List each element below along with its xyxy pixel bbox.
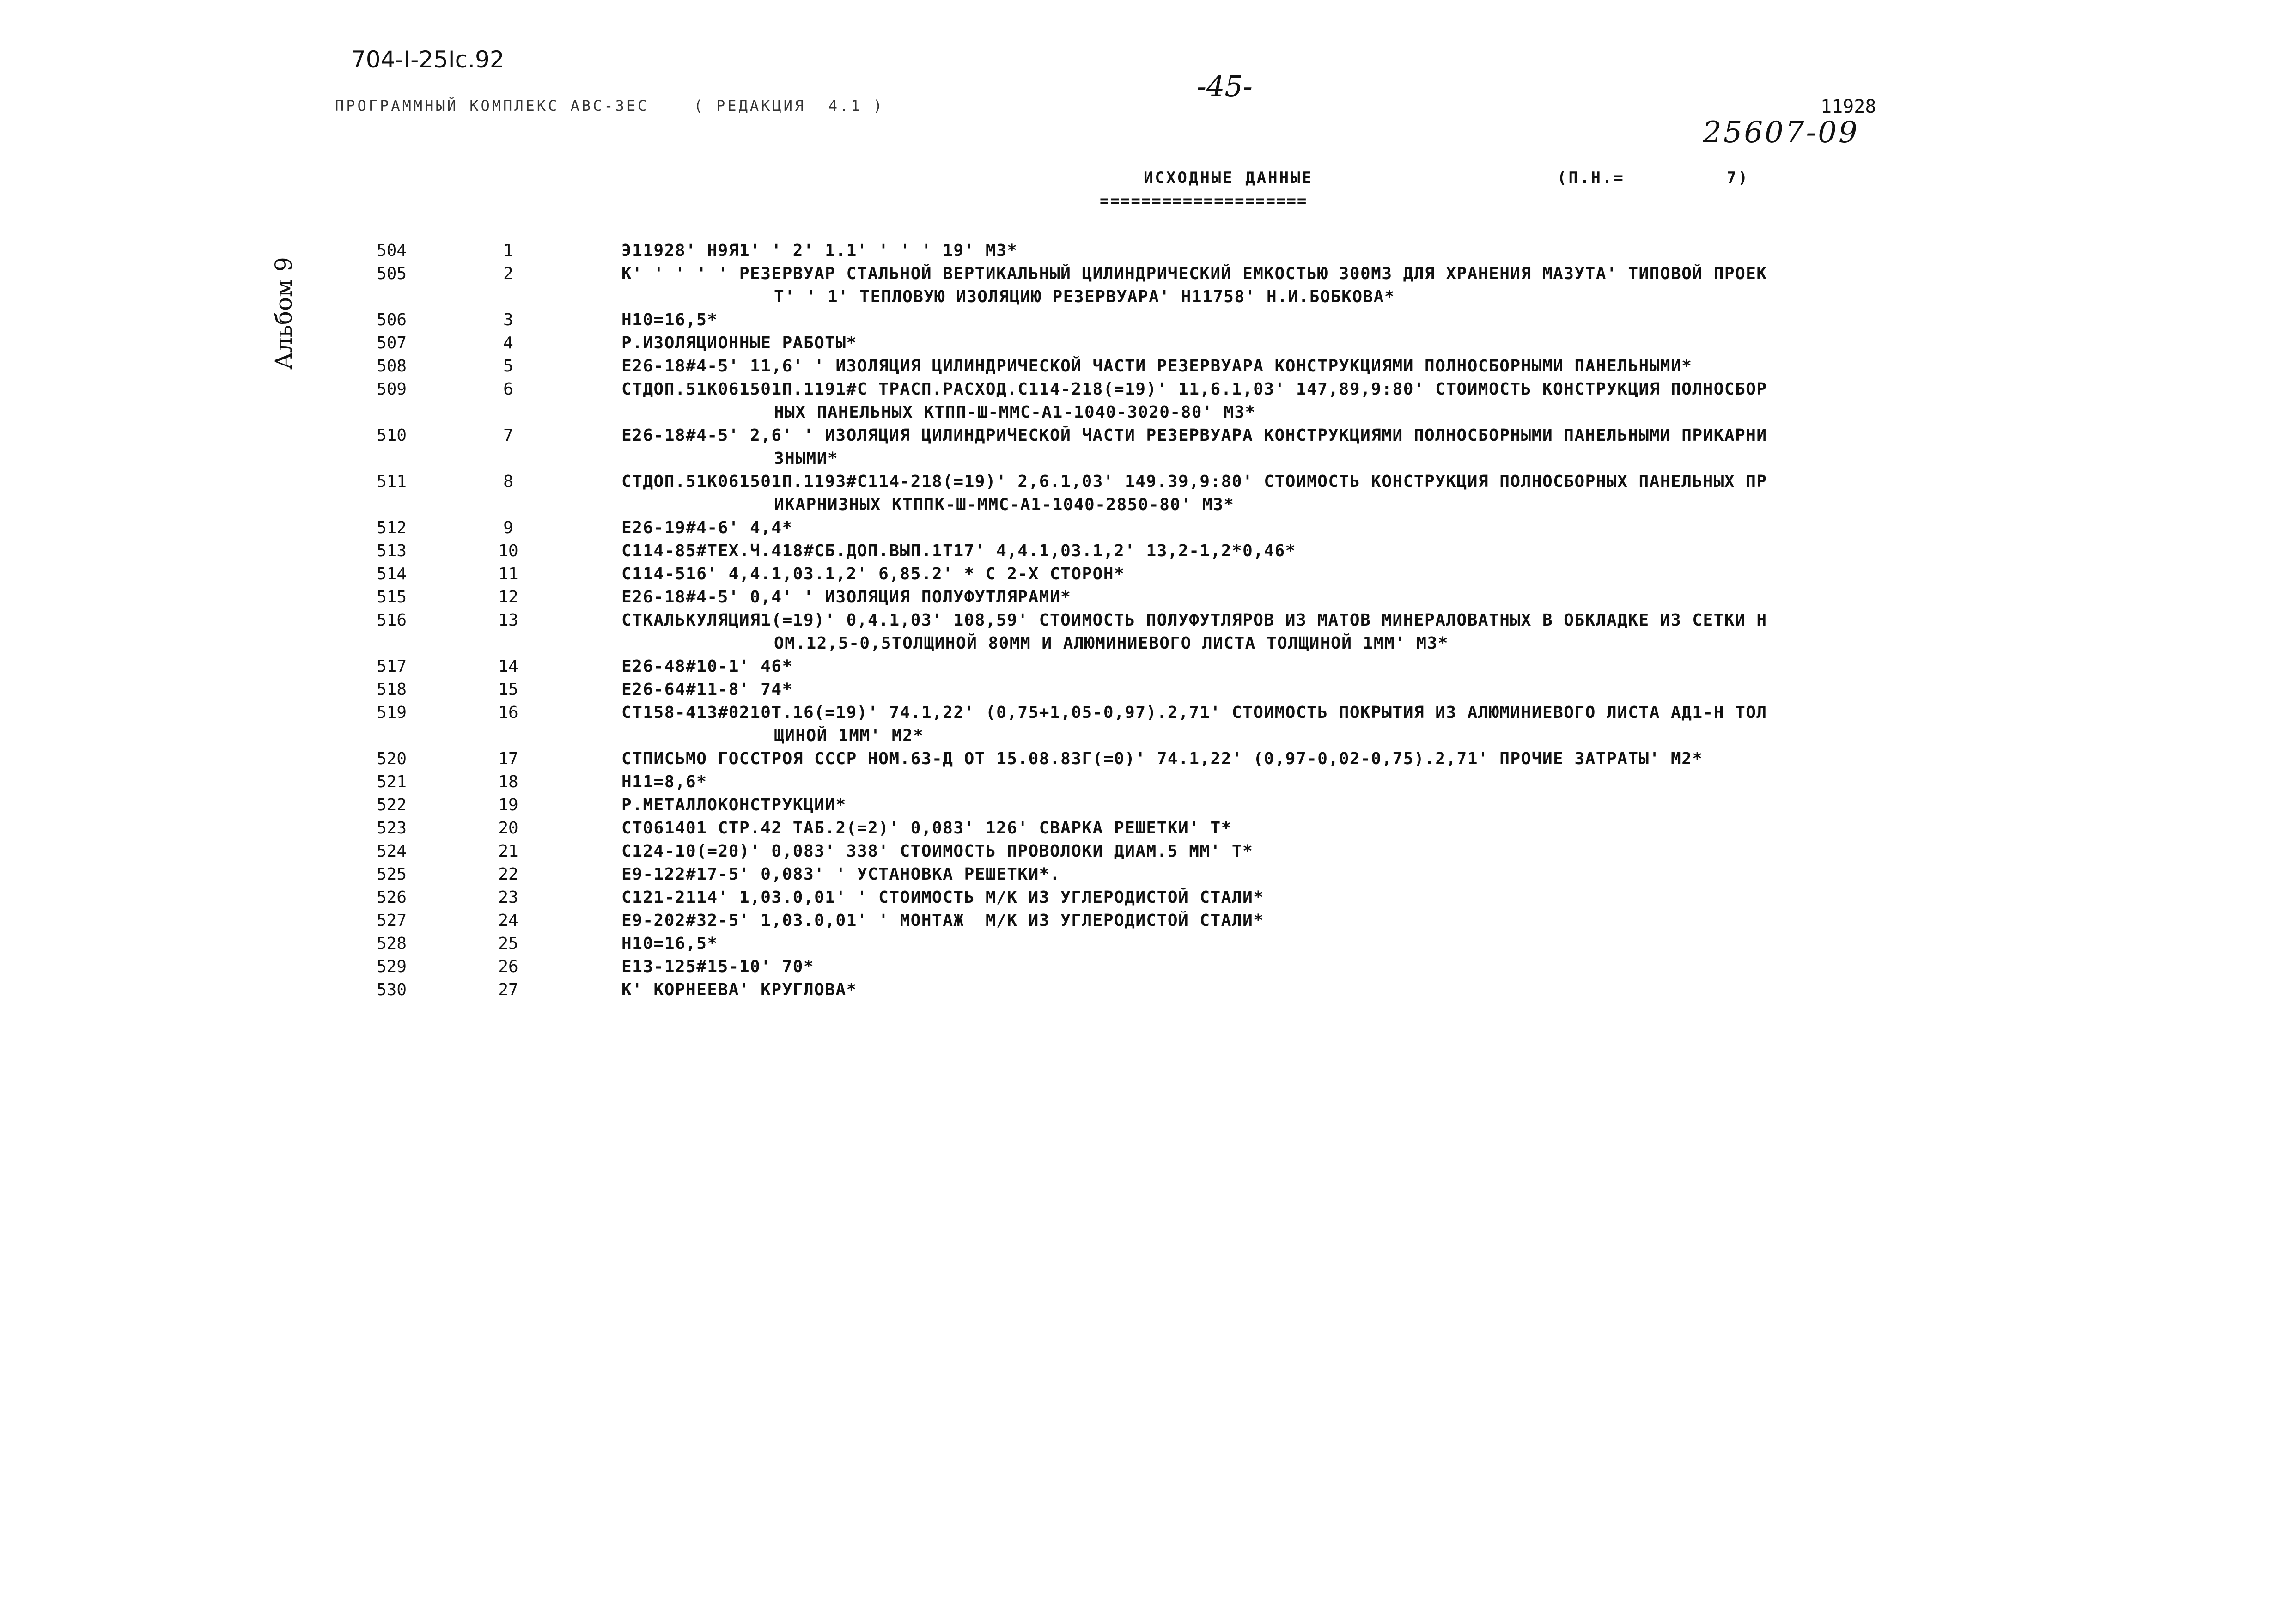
row-record-text [621, 748, 2100, 771]
data-row [0, 239, 2296, 262]
row-record-text [621, 886, 2100, 909]
row-line-number: 514 [377, 565, 407, 584]
row-record-text [621, 771, 2100, 794]
row-record-text [621, 540, 2100, 563]
row-text: Е13-125#15-10' 70* [621, 957, 815, 976]
data-row [0, 955, 2296, 979]
row-text: Р.МЕТАЛЛОКОНСТРУКЦИИ* [621, 796, 847, 815]
row-text-continuation: ЩИНОЙ 1ММ' М2* [774, 726, 924, 745]
row-line-number: 505 [377, 264, 407, 283]
row-line-number: 510 [377, 426, 407, 445]
row-text: СТПИСЬМО ГОССТРОЯ СССР НОМ.63-Д ОТ 15.08.83Г(=0)' 74.1,22' (0,97-0,02-0,75).2,71' ПРОЧИЕ ЗАТРАТЫ' М2* [621, 749, 1703, 768]
row-record-text [621, 424, 2100, 470]
row-sequence-number: 20 [498, 819, 518, 838]
row-record-text [621, 909, 2100, 932]
row-text: Е26-18#4-5' 0,4' ' ИЗОЛЯЦИЯ ПОЛУФУТЛЯРАМИ* [621, 588, 1072, 607]
row-line-number: 526 [377, 888, 407, 907]
data-row [0, 701, 2296, 748]
row-line-number: 522 [377, 796, 407, 815]
row-text-continuation: ИКАРНИЗНЫХ КТППК-Ш-ММС-А1-1040-2850-80' М3* [774, 495, 1235, 514]
document-number-small: 11928 [1821, 96, 1876, 117]
row-line-number: 516 [377, 611, 407, 630]
parameter-label: (П.Н.= 7) [1557, 169, 1749, 187]
document-number-handwritten: 25607-09 [1703, 116, 1859, 150]
row-sequence-number: 2 [503, 264, 513, 283]
row-sequence-number: 17 [498, 749, 518, 768]
row-text: Е26-48#10-1' 46* [621, 657, 793, 676]
row-text-continuation: ЗНЫМИ* [774, 449, 839, 468]
data-row [0, 748, 2296, 771]
row-text: СТДОП.51К061501П.1193#С114-218(=19)' 2,6.1,03' 149.39,9:80' СТОИМОСТЬ КОНСТРУКЦИЯ ПОЛНОСБОРНЫХ ПАНЕЛЬНЫХ ПР [621, 472, 1767, 491]
row-sequence-number: 27 [498, 980, 518, 999]
row-text: Н10=16,5* [621, 310, 718, 329]
row-text-continuation: ОМ.12,5-0,5ТОЛЩИНОЙ 80ММ И АЛЮМИНИЕВОГО ЛИСТА ТОЛЩИНОЙ 1ММ' М3* [774, 634, 1449, 653]
row-sequence-number: 10 [498, 541, 518, 560]
data-row [0, 332, 2296, 355]
data-row [0, 262, 2296, 309]
row-record-text [621, 378, 2100, 424]
row-line-number: 517 [377, 657, 407, 676]
heading-underline: ==================== [1100, 192, 1308, 210]
row-record-text [621, 701, 2100, 748]
row-sequence-number: 6 [503, 380, 513, 399]
row-line-number: 518 [377, 680, 407, 699]
row-text: Е9-202#32-5' 1,03.0,01' ' МОНТАЖ М/К ИЗ УГЛЕРОДИСТОЙ СТАЛИ* [621, 911, 1264, 930]
row-record-text [621, 678, 2100, 701]
row-line-number: 529 [377, 957, 407, 976]
row-sequence-number: 11 [498, 565, 518, 584]
row-line-number: 507 [377, 334, 407, 353]
data-row [0, 886, 2296, 909]
data-row [0, 979, 2296, 1002]
row-sequence-number: 15 [498, 680, 518, 699]
data-row [0, 309, 2296, 332]
data-row [0, 563, 2296, 586]
row-line-number: 504 [377, 241, 407, 260]
row-sequence-number: 13 [498, 611, 518, 630]
row-line-number: 513 [377, 541, 407, 560]
row-sequence-number: 26 [498, 957, 518, 976]
row-record-text [621, 262, 2100, 309]
row-text: Н10=16,5* [621, 934, 718, 953]
row-sequence-number: 14 [498, 657, 518, 676]
row-line-number: 511 [377, 472, 407, 491]
row-sequence-number: 25 [498, 934, 518, 953]
row-line-number: 524 [377, 842, 407, 861]
row-line-number: 520 [377, 749, 407, 768]
row-text: Е26-19#4-6' 4,4* [621, 518, 793, 537]
data-row [0, 817, 2296, 840]
row-sequence-number: 1 [503, 241, 513, 260]
row-text: Р.ИЗОЛЯЦИОННЫЕ РАБОТЫ* [621, 334, 857, 353]
row-text: К' КОРНЕЕВА' КРУГЛОВА* [621, 980, 857, 999]
row-record-text [621, 355, 2100, 378]
data-row [0, 586, 2296, 609]
row-text-continuation: НЫХ ПАНЕЛЬНЫХ КТПП-Ш-ММС-А1-1040-3020-80' М3* [774, 403, 1256, 422]
data-row [0, 840, 2296, 863]
row-line-number: 512 [377, 518, 407, 537]
row-sequence-number: 18 [498, 772, 518, 791]
row-record-text [621, 794, 2100, 817]
row-record-text [621, 586, 2100, 609]
row-sequence-number: 12 [498, 588, 518, 607]
data-row [0, 424, 2296, 470]
row-record-text [621, 817, 2100, 840]
program-complex-line: ПРОГРАММНЫЙ КОМПЛЕКС АВС-3ЕС ( РЕДАКЦИЯ 4.1 ) [335, 97, 885, 115]
row-sequence-number: 22 [498, 865, 518, 884]
row-text: СТ158-413#0210Т.16(=19)' 74.1,22' (0,75+1,05-0,97).2,71' СТОИМОСТЬ ПОКРЫТИЯ ИЗ АЛЮМИНИЕВОГО ЛИСТА АД1-Н ТОЛ [621, 703, 1767, 722]
row-sequence-number: 19 [498, 796, 518, 815]
row-line-number: 530 [377, 980, 407, 999]
data-row [0, 909, 2296, 932]
row-text: Н11=8,6* [621, 772, 707, 791]
data-row [0, 794, 2296, 817]
section-heading: ИСХОДНЫЕ ДАННЫЕ [1144, 169, 1314, 187]
row-text: К' ' ' ' ' РЕЗЕРВУАР СТАЛЬНОЙ ВЕРТИКАЛЬНЫЙ ЦИЛИНДРИЧЕСКИЙ ЕМКОСТЬЮ 300М3 ДЛЯ ХРАНЕНИЯ МАЗУТА' ТИПОВОЙ ПРОЕК [621, 264, 1767, 283]
data-row [0, 655, 2296, 678]
row-record-text [621, 840, 2100, 863]
row-sequence-number: 23 [498, 888, 518, 907]
row-record-text [621, 955, 2100, 979]
page-number: -45- [1197, 69, 1253, 103]
row-sequence-number: 5 [503, 357, 513, 376]
row-sequence-number: 7 [503, 426, 513, 445]
row-line-number: 523 [377, 819, 407, 838]
row-line-number: 506 [377, 310, 407, 329]
row-sequence-number: 4 [503, 334, 513, 353]
row-text: Е26-18#4-5' 2,6' ' ИЗОЛЯЦИЯ ЦИЛИНДРИЧЕСКОЙ ЧАСТИ РЕЗЕРВУАРА КОНСТРУКЦИЯМИ ПОЛНОСБОРНЫМИ ПАНЕЛЬНЫМИ ПРИКАРНИ [621, 426, 1767, 445]
row-text: СТКАЛЬКУЛЯЦИЯ1(=19)' 0,4.1,03' 108,59' СТОИМОСТЬ ПОЛУФУТЛЯРОВ ИЗ МАТОВ МИНЕРАЛОВАТНЫХ В ОБКЛАДКЕ ИЗ СЕТКИ Н [621, 611, 1767, 630]
row-text-continuation: Т' ' 1' ТЕПЛОВУЮ ИЗОЛЯЦИЮ РЕЗЕРВУАРА' Н11758' Н.И.БОБКОВА* [774, 287, 1395, 306]
row-line-number: 515 [377, 588, 407, 607]
row-line-number: 509 [377, 380, 407, 399]
row-line-number: 527 [377, 911, 407, 930]
row-line-number: 525 [377, 865, 407, 884]
row-record-text [621, 979, 2100, 1002]
row-record-text [621, 239, 2100, 262]
row-line-number: 508 [377, 357, 407, 376]
row-text: Э11928' Н9Я1' ' 2' 1.1' ' ' ' 19' М3* [621, 241, 1018, 260]
row-text: С114-85#ТЕХ.Ч.418#СБ.ДОП.ВЫП.1Т17' 4,4.1,03.1,2' 13,2-1,2*0,46* [621, 541, 1296, 560]
row-record-text [621, 517, 2100, 540]
data-row [0, 609, 2296, 655]
row-record-text [621, 609, 2100, 655]
row-sequence-number: 16 [498, 703, 518, 722]
row-text: СТДОП.51К061501П.1191#С ТРАСП.РАСХОД.С114-218(=19)' 11,6.1,03' 147,89,9:80' СТОИМОСТЬ КОНСТРУКЦИЯ ПОЛНОСБОР [621, 380, 1767, 399]
row-record-text [621, 932, 2100, 955]
data-row [0, 863, 2296, 886]
row-sequence-number: 24 [498, 911, 518, 930]
row-record-text [621, 655, 2100, 678]
data-row [0, 678, 2296, 701]
row-text: С121-2114' 1,03.0,01' ' СТОИМОСТЬ М/К ИЗ УГЛЕРОДИСТОЙ СТАЛИ* [621, 888, 1264, 907]
row-sequence-number: 8 [503, 472, 513, 491]
row-line-number: 521 [377, 772, 407, 791]
row-sequence-number: 9 [503, 518, 513, 537]
data-row [0, 355, 2296, 378]
row-sequence-number: 3 [503, 310, 513, 329]
data-row [0, 932, 2296, 955]
data-row [0, 470, 2296, 517]
row-record-text [621, 309, 2100, 332]
row-record-text [621, 470, 2100, 517]
row-text: Е26-18#4-5' 11,6' ' ИЗОЛЯЦИЯ ЦИЛИНДРИЧЕСКОЙ ЧАСТИ РЕЗЕРВУАРА КОНСТРУКЦИЯМИ ПОЛНОСБОРНЫМИ ПАНЕЛЬНЫМИ* [621, 357, 1693, 376]
data-row [0, 540, 2296, 563]
data-row [0, 517, 2296, 540]
data-row [0, 771, 2296, 794]
row-text: Е26-64#11-8' 74* [621, 680, 793, 699]
data-rows [0, 239, 2296, 1002]
row-record-text [621, 332, 2100, 355]
row-line-number: 519 [377, 703, 407, 722]
row-sequence-number: 21 [498, 842, 518, 861]
row-record-text [621, 863, 2100, 886]
row-text: С114-516' 4,4.1,03.1,2' 6,85.2' * С 2-Х СТОРОН* [621, 565, 1125, 584]
document-code: 704-I-25Ic.92 [351, 46, 505, 73]
row-text: СТ061401 СТР.42 ТАБ.2(=2)' 0,083' 126' СВАРКА РЕШЕТКИ' Т* [621, 819, 1232, 838]
row-text: Е9-122#17-5' 0,083' ' УСТАНОВКА РЕШЕТКИ*. [621, 865, 1061, 884]
row-line-number: 528 [377, 934, 407, 953]
row-record-text [621, 563, 2100, 586]
data-row [0, 378, 2296, 424]
row-text: С124-10(=20)' 0,083' 338' СТОИМОСТЬ ПРОВОЛОКИ ДИАМ.5 ММ' Т* [621, 842, 1254, 861]
album-label: Альбом 9 [270, 257, 297, 370]
